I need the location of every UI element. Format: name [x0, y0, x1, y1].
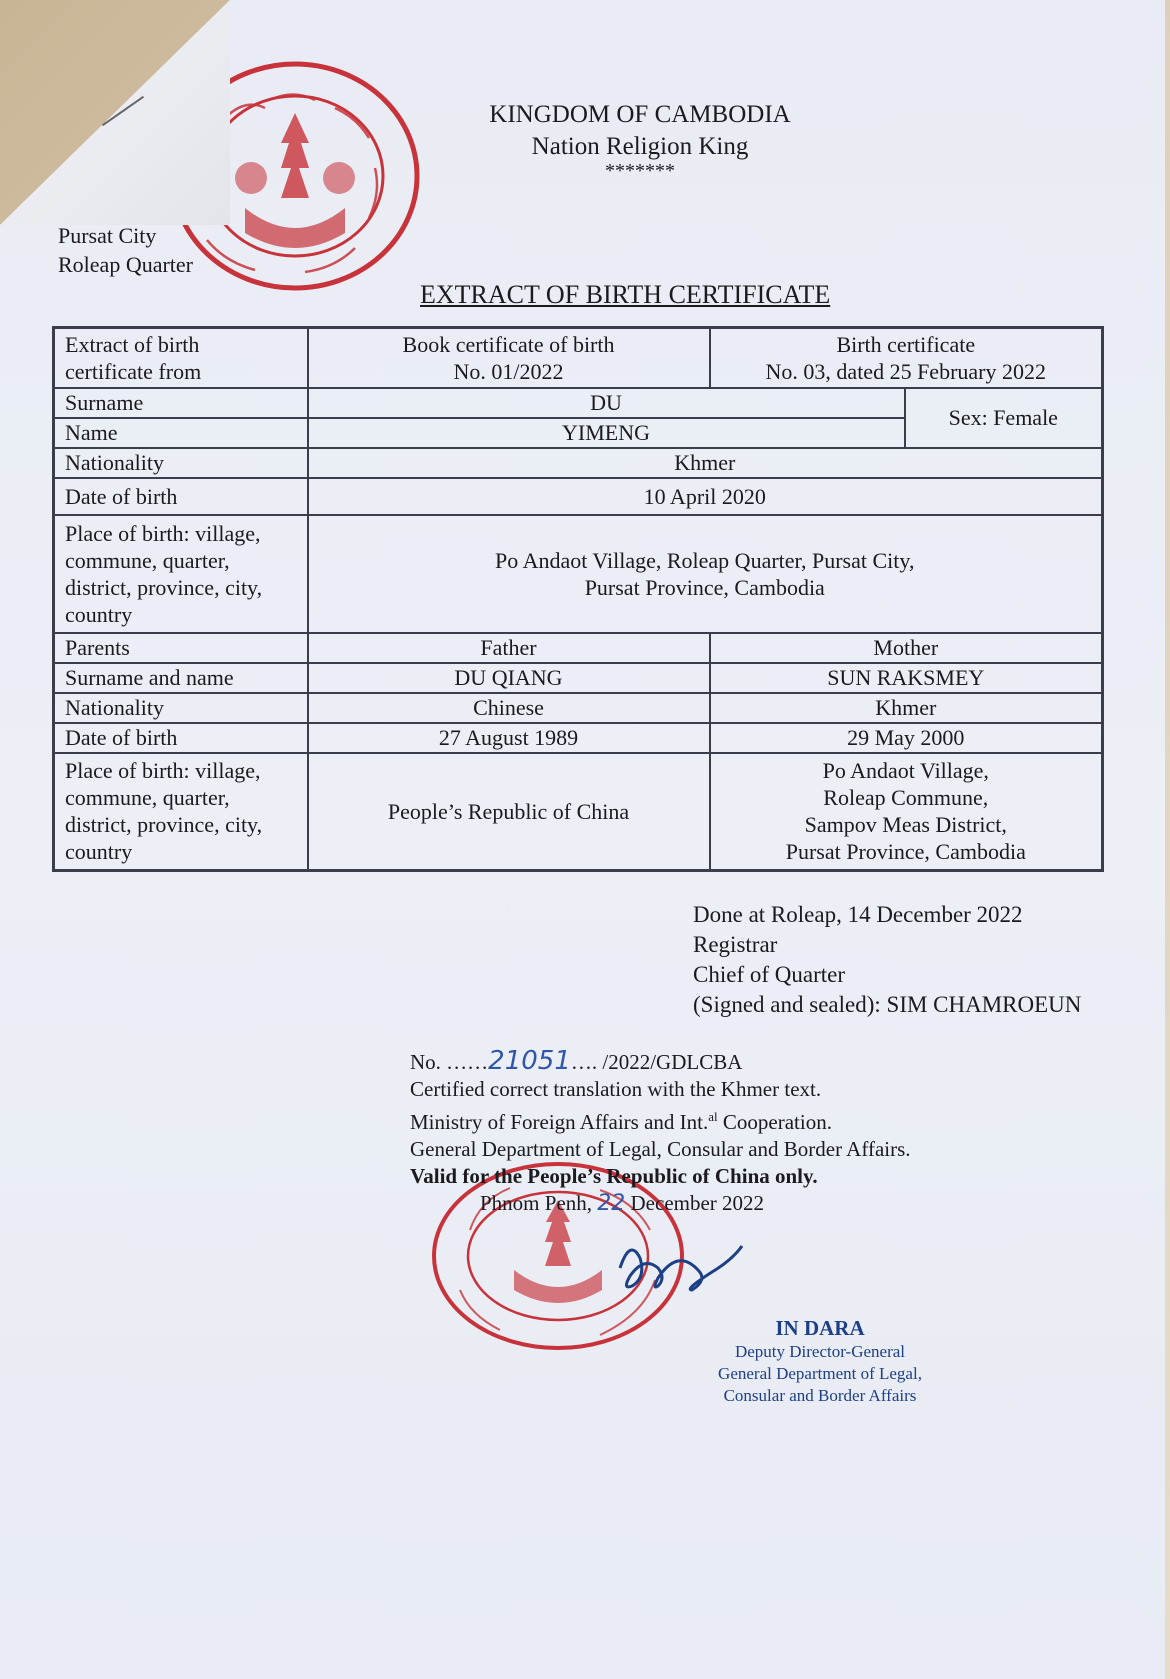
table-row — [54, 388, 1103, 418]
signatory-block — [690, 1316, 950, 1407]
certification-block — [410, 1048, 911, 1217]
birth-certificate-table — [52, 326, 1104, 872]
book-certificate-cell: Book certificate of birth No. 01/2022 — [308, 328, 710, 388]
parent-pob-label: Place of birth: village, commune, quarter, district, province, city, country — [54, 753, 308, 871]
signatory-name: IN DARA — [775, 1316, 865, 1340]
nationality-label: Nationality — [54, 448, 308, 478]
parent-name-label: Surname and name — [54, 663, 308, 693]
surname-value: DU — [308, 388, 905, 418]
surname-label: Surname — [54, 388, 308, 418]
handwritten-day: 22 — [597, 1191, 626, 1216]
table-row — [54, 633, 1103, 663]
registrar-block: Done at Roleap, 14 December 2022 Registrar Chief of Quarter (Signed and sealed): SIM CHAMROEUN — [693, 902, 1082, 1017]
mother-dob: 29 May 2000 — [710, 723, 1103, 753]
kingdom-heading: KINGDOM OF CAMBODIA — [489, 101, 791, 128]
stars-divider: ******* — [605, 160, 675, 182]
table-row — [54, 515, 1103, 633]
motto: Nation Religion King — [531, 133, 749, 160]
mother-pob: Po Andaot Village, Roleap Commune, Sampov Meas District, Pursat Province, Cambodia — [710, 753, 1103, 871]
name-value: YIMENG — [308, 418, 905, 448]
signature — [610, 1228, 750, 1298]
birth-certificate-number-cell: Birth certificate No. 03, dated 25 February 2022 — [710, 328, 1103, 388]
location-quarter: Roleap Quarter — [58, 252, 193, 277]
location-city: Pursat City — [58, 223, 157, 248]
validity-line: Valid for the People’s Republic of China only. — [410, 1164, 818, 1188]
father-pob: People’s Republic of China — [308, 753, 710, 871]
document-title: EXTRACT OF BIRTH CERTIFICATE — [420, 280, 831, 309]
sex-value: Sex: Female — [905, 388, 1103, 448]
certified-correct-line: Certified correct translation with the Khmer text. — [410, 1077, 822, 1101]
parents-label: Parents — [54, 633, 308, 663]
mother-name: SUN RAKSMEY — [710, 663, 1103, 693]
table-row — [54, 723, 1103, 753]
mother-nationality: Khmer — [710, 693, 1103, 723]
father-nationality: Chinese — [308, 693, 710, 723]
table-row — [54, 448, 1103, 478]
father-header: Father — [308, 633, 710, 663]
handwritten-number: 21051 — [488, 1046, 571, 1076]
nationality-value: Khmer — [308, 448, 1103, 478]
signatory-dept-1: General Department of Legal, — [718, 1364, 922, 1383]
parent-nationality-label: Nationality — [54, 693, 308, 723]
table-row — [54, 663, 1103, 693]
pob-label: Place of birth: village, commune, quarter, district, province, city, country — [54, 515, 308, 633]
father-name: DU QIANG — [308, 663, 710, 693]
name-label: Name — [54, 418, 308, 448]
place-date-line: Phnom Penh, 22 December 2022 — [480, 1191, 765, 1216]
dob-value: 10 April 2020 — [308, 478, 1103, 515]
table-row — [54, 328, 1103, 388]
department-line: General Department of Legal, Consular and Border Affairs. — [410, 1137, 911, 1161]
pob-value: Po Andaot Village, Roleap Quarter, Pursat City, Pursat Province, Cambodia — [308, 515, 1103, 633]
mother-header: Mother — [710, 633, 1103, 663]
signatory-dept-2: Consular and Border Affairs — [723, 1386, 917, 1405]
signatory-title: Deputy Director-General — [734, 1342, 906, 1361]
extract-label: Extract of birth certificate from — [54, 328, 308, 388]
ministry-line: Ministry of Foreign Affairs and Int.$^{al}$ Cooperation. — [410, 1109, 832, 1134]
dob-label: Date of birth — [54, 478, 308, 515]
table-row — [54, 693, 1103, 723]
parent-dob-label: Date of birth — [54, 723, 308, 753]
table-row — [54, 753, 1103, 871]
table-row — [54, 478, 1103, 515]
certification-number: No. ……21051…. /2022/GDLCBA — [410, 1046, 743, 1076]
father-dob: 27 August 1989 — [308, 723, 710, 753]
